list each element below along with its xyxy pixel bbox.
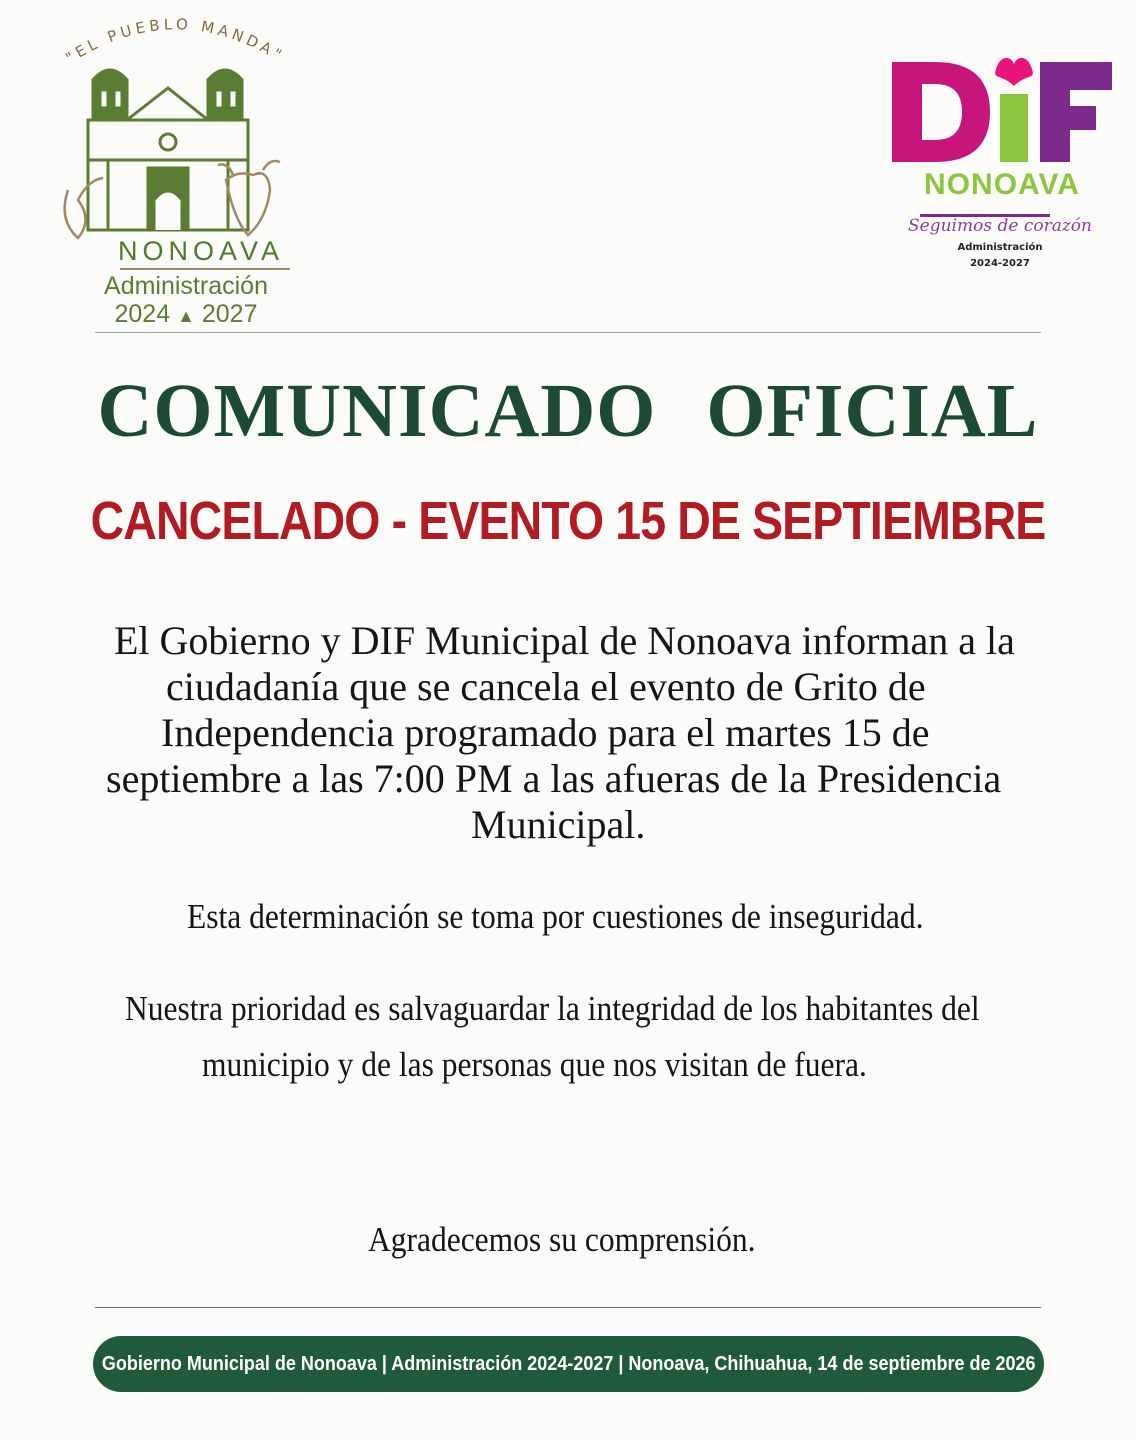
page-title: COMUNICADO OFICIAL xyxy=(97,369,1039,453)
nonoava-government-logo xyxy=(48,10,288,330)
paragraph-line: ciudadanía que se cancela el evento de Grito de xyxy=(166,664,926,709)
logo-right-admin-label: Administración xyxy=(957,242,1043,253)
logo-left-years xyxy=(84,300,288,330)
dif-letters-icon xyxy=(890,54,1115,166)
logo-right-town: NONOAVA xyxy=(924,168,1080,201)
footer-bar xyxy=(93,1336,1044,1392)
hat-icon: ▲ xyxy=(177,306,195,326)
motto-text: "EL PUEBLO MANDA" xyxy=(62,15,288,68)
paragraph-line: Independencia programado para el martes 15 de xyxy=(161,710,930,755)
logo-left-year-end: 2027 xyxy=(201,300,258,328)
cancellation-subtitle: CANCELADO - EVENTO 15 DE SEPTIEMBRE xyxy=(90,491,1046,551)
bottom-divider xyxy=(95,1307,1041,1308)
priority-line-1: Nuestra prioridad es salvaguardar la integridad de los habitantes del xyxy=(125,989,980,1028)
logo-left-admin-label: Administración xyxy=(104,272,268,300)
logo-left-town: NONOAVA xyxy=(118,236,285,266)
church-icon xyxy=(48,50,288,240)
priority-line-2: municipio y de las personas que nos visitan de fuera. xyxy=(202,1045,867,1084)
paragraph-line: septiembre a las 7:00 PM a las afueras de la Presidencia xyxy=(106,756,1002,801)
logo-right-admin-years: 2024-2027 xyxy=(970,258,1030,269)
dif-nonoava-logo xyxy=(880,44,1120,284)
logo-left-year-start: 2024 xyxy=(114,300,171,328)
reason-paragraph: Esta determinación se toma por cuestiones de inseguridad. xyxy=(187,897,924,936)
logo-left-divider xyxy=(120,268,290,270)
paragraph-line: Municipal. xyxy=(471,802,646,847)
top-divider xyxy=(95,332,1041,333)
paragraph-line: El Gobierno y DIF Municipal de Nonoava informan a la xyxy=(114,618,1015,663)
closing-text: Agradecemos su comprensión. xyxy=(368,1220,756,1259)
footer-text: Gobierno Municipal de Nonoava | Administración 2024-2027 | Nonoava, Chihuahua, 14 de septiembre de 2026 xyxy=(101,1352,1036,1375)
logo-right-slogan: Seguimos de corazón xyxy=(908,216,1092,236)
